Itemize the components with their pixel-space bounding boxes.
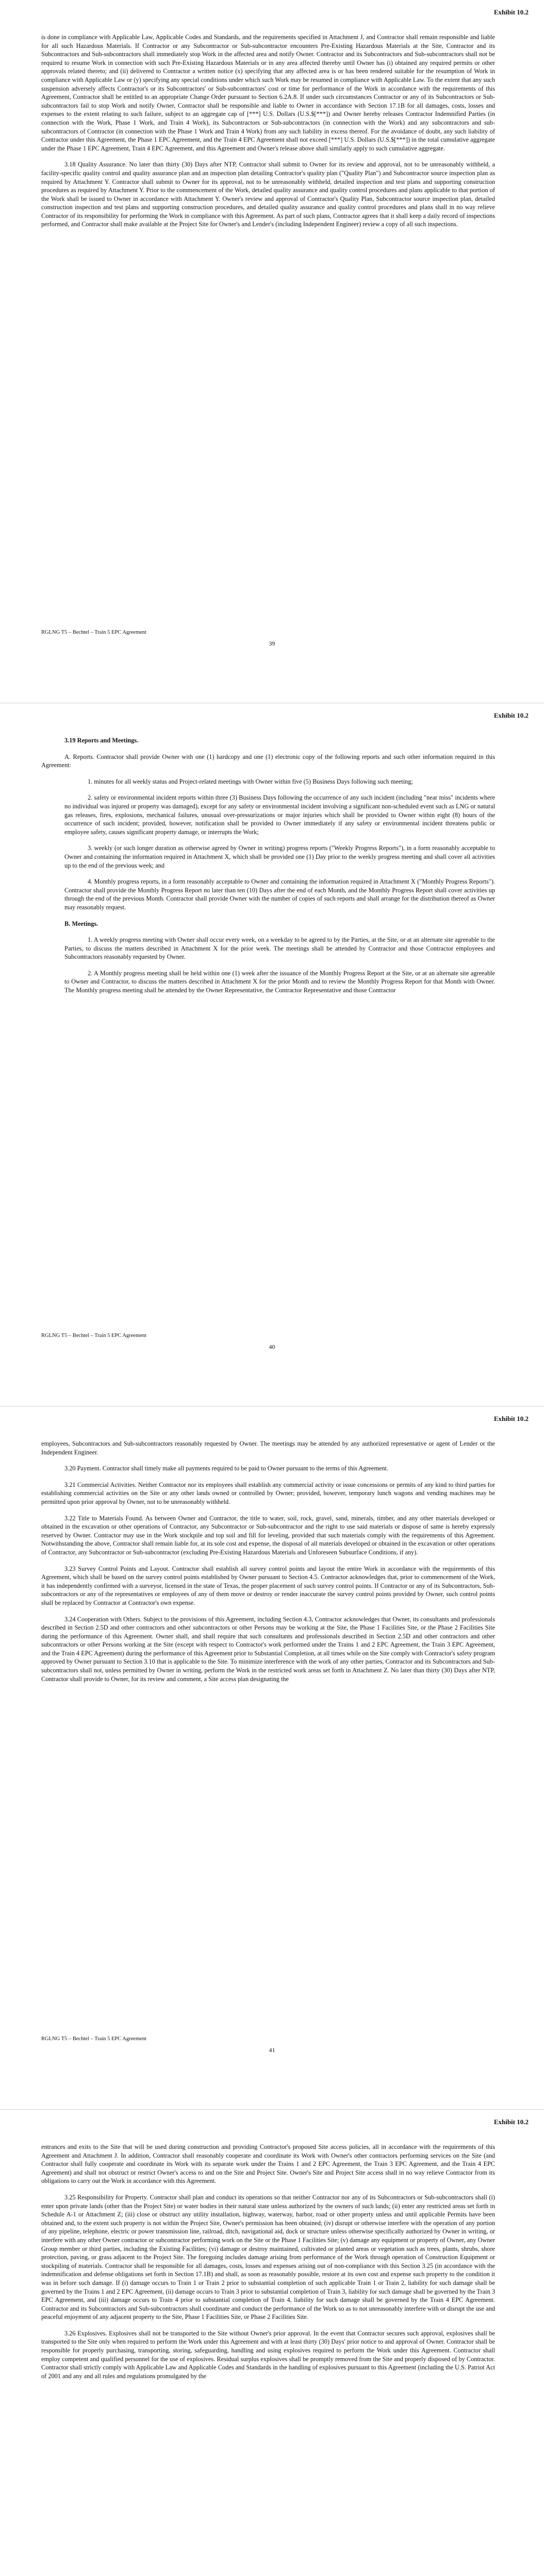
page-number: 41 [269, 2046, 275, 2054]
page-content [41, 33, 495, 236]
footer-text: RGLNG T5 – Bechtel – Train 5 EPC Agreement [41, 630, 146, 635]
list-item: 1. A weekly progress meeting with Owner shall occur every week, on a weekday to be agreed to by the Parties, at the Site, or at an alternate site agreeable to the Parties, to discuss the matters described in Attachment X for the prior week. The meetings shall be attended by Contractor and those Contractor employees and Subcontractors reasonably requested by Owner. [64, 936, 495, 961]
page-number: 39 [269, 640, 275, 647]
page-number: 40 [269, 1343, 275, 1350]
list-item: 2. A Monthly progress meeting shall be held within one (1) week after the issuance of the Monthly Progress Report at the Site, or at an alternate site agreeable to Owner and Contractor, to discuss the matters described in Attachment X for the prior Month and to review the Monthly Progress Report for that Month with Owner. The Monthly progress meeting shall be attended by the Owner Representative, the Contractor Representative and those Contractor [64, 969, 495, 994]
paragraph: employees, Subcontractors and Sub-subcontractors reasonably requested by Owner. The meetings may be attended by any authorized representative or agent of Lender or the Independent Engineer. [41, 1440, 495, 1456]
list-item: 1. minutes for all weekly status and Project-related meetings with Owner within five (5) Business Days following such meeting; [88, 777, 413, 785]
paragraph: 3.20 Payment. Contractor shall timely make all payments required to be paid to Owner pursuant to the terms of this Agreement. [64, 1465, 389, 1472]
page-40 [0, 703, 544, 1406]
footer-text: RGLNG T5 – Bechtel – Train 5 EPC Agreement [41, 2036, 146, 2042]
exhibit-label: Exhibit 10.2 [493, 711, 529, 719]
section-heading: 3.19 Reports and Meetings. [64, 737, 139, 744]
exhibit-label: Exhibit 10.2 [493, 8, 529, 16]
exhibit-label: Exhibit 10.2 [493, 1415, 529, 1422]
paragraph: 3.22 Title to Materials Found. As between Owner and Contractor, the title to water, soil, rock, gravel, sand, minerals, timber, and any other materials developed or obtained in the excavation or other operations of Contractor, any Subcontractor or Sub-subcontractor and the right to use said materials or dispose of same is hereby expressly reserved by Owner. Contractor may use in the Work stockpile and top soil and fill for leveling, provided that such materials comply with the requirements of this Agreement. Notwithstanding the above, Contractor shall remain liable for, at its sole cost and expense, the disposal of all materials developed or obtained in the excavation or other operations of Contractor, any Subcontractor or Sub-subcontractor (excluding Pre-Existing Hazardous Materials and Unforeseen Subsurface Conditions, if any). [41, 1514, 495, 1556]
page-42 [0, 2110, 544, 2576]
page-41 [0, 1406, 544, 2110]
page-content [41, 2143, 495, 2388]
subsection-heading: B. Meetings. [64, 920, 98, 927]
footer-text: RGLNG T5 – Bechtel – Train 5 EPC Agreement [41, 1333, 146, 1338]
paragraph: A. Reports. Contractor shall provide Owner with one (1) hardcopy and one (1) electronic copy of the following reports and such other information required in this Agreement: [41, 753, 495, 769]
list-item: 2. safety or environmental incident reports within three (3) Business Days following the occurrence of any such incident (including "near miss" incidents where no individual was injured or property was damaged), except for any safety or environmental incident involving a significant non-scheduled event such as LNG or natural gas releases, fires, explosions, mechanical failures, unusual over-pressurizations or major injuries which shall be provided to Owner within eight (8) hours of the occurrence of such incident; provided, however, notification shall be provided to Owner immediately if any safety or environmental incident threatens public or employee safety, causes significant property damage, or interrupts the Work; [64, 794, 495, 836]
paragraph: is done in compliance with Applicable Law, Applicable Codes and Standards, and the requirements specified in Attachment J, and Contractor shall remain responsible and liable for all such Hazardous Materials. If Contractor or any Subcontractor or Sub-subcontractor encounters Pre-Existing Hazardous Materials at the Site, Contractor and its Subcontractors and Sub-subcontractors shall immediately stop Work in the affected area and notify Owner. Contractor and its Subcontractors and Sub-subcontractors shall not be required to resume Work in connection with such Pre-Existing Hazardous Materials or in any area affected thereby until Owner has (i) obtained any required permits or other approvals related thereto; and (ii) delivered to Contractor a written notice (x) specifying that any affected area is or has been rendered suitable for the resumption of Work in compliance with Applicable Law or (y) specifying any special conditions under which such Work may be resumed in compliance with Applicable Law. To the extent that any such suspension adversely affects Contractor's or its Subcontractors' or Sub-subcontractors' cost or time for performance of the Work in accordance with the requirements of this Agreement, Contractor shall be entitled to an appropriate Change Order pursuant to Section 6.2A.8. If under such circumstances Contractor or any of its Subcontractors or Sub-subcontractors fail to stop Work and notify Owner, Contractor shall be responsible and liable to Owner in accordance with Section 17.1B for all damages, costs, losses and expenses to the extent relating to such failure, subject to an aggregate cap of [***] U.S. Dollars (U.S.$[***]) and Owner hereby releases Contractor Indemnified Parties (in connection with the Work, Phase 1 Work, and Train 4 Work), its Subcontractors or Sub-subcontractors (in connection with the Work) and any subcontractors and sub-subcontractors of Contractor (in connection with the Phase 1 Work and Train 4 Work) from any such liability in excess thereof. For the avoidance of doubt, any such liability of Contractor under this Agreement, the Phase 1 EPC Agreement, and the Train 4 EPC Agreement shall not exceed [***] U.S. Dollars (U.S.$[***]) in the total cumulative aggregate under the Phase 1 EPC Agreement, Train 4 EPC Agreement, and this Agreement and Owner's release above shall similarly apply to such cumulative aggregate. [41, 33, 495, 152]
paragraph: entrances and exits to the Site that will be used during construction and providing Contractor's proposed Site access policies, all in accordance with the requirements of this Agreement and Attachment J. In addition, Contractor shall reasonably cooperate and coordinate its Work with Owner's other contractors performing services on the Site (and Contractor shall fully cooperate and coordinate its Work with its separate work under the Trains 1 and 2 EPC Agreement, the Train 3 EPC Agreement, and the Train 4 EPC Agreement) and shall not obstruct or restrict Owner's access to and on the Site and Project Site. Owner's Site and Project Site access shall in no way relieve Contractor from its obligations to carry out the Work in accordance with this Agreement. [41, 2143, 495, 2185]
paragraph: 3.26 Explosives. Explosives shall not be transported to the Site without Owner's prior approval. In the event that Contractor secures such approval, explosives shall be transported to the Site only when required to perform the Work under this Agreement and with at least thirty (30) Days' prior notice to and approval of Owner. Contractor shall be responsible for properly purchasing, transporting, storing, safeguarding, handling and using explosives required to perform the Work under this Agreement. Contractor shall employ competent and qualified personnel for the use of explosives. Residual surplus explosives shall be promptly removed from the Site and properly disposed of by Contractor. Contractor shall strictly comply with Applicable Law and Applicable Codes and Standards in the handling of explosives pursuant to this Agreement (including the U.S. Patriot Act of 2001 and any and all rules and regulations promulgated by the [41, 2329, 495, 2380]
paragraph: 3.24 Cooperation with Others. Subject to the provisions of this Agreement, including Section 4.3, Contractor acknowledges that Owner, its consultants and professionals described in Section 2.5D and other contractors and other subcontractors or other Persons may be working at the Site, the Phase 1 Facilities Site, or the Phase 2 Facilities Site during the performance of this Agreement. Owner shall, and shall require that such consultants and professionals described in Section 2.5D and other contractors and other subcontractors or other Persons working at the Site (except with respect to Contractor's work performed under the Trains 1 and 2 EPC Agreement, the Train 3 EPC Agreement, and the Train 4 EPC Agreement) during the performance of this Agreement prior to Substantial Completion, at all times while on the Site comply with Contractor's safety program approved by Owner pursuant to Section 3.10 that is applicable to the Site. To minimize interference with the work of any other parties, Contractor and its Subcontractors and Sub-subcontractors shall not, unless permitted by Owner in writing, perform the Work in the restricted work areas set forth in Attachment Z. No later than thirty (30) Days after NTP, Contractor shall provide to Owner, for its review and comment, a Site access plan designating the [41, 1615, 495, 1683]
paragraph: 3.23 Survey Control Points and Layout. Contractor shall establish all survey control points and layout the entire Work in accordance with the requirements of this Agreement, which shall be based on the survey control points established by Owner pursuant to Section 4.5. Contractor acknowledges that, prior to commencement of the Work, it has independently confirmed with a surveyor, licensed in the state of Texas, the proper placement of such survey control points. If Contractor or any of its Subcontractors, Sub-subcontractors or any of the representatives or employees of any of them move or destroy or render inaccurate the survey control points provided by Owner, such control points shall be replaced by Contractor at Contractor's own expense. [41, 1565, 495, 1606]
exhibit-label: Exhibit 10.2 [493, 2118, 529, 2126]
page-content [41, 736, 495, 1003]
list-item: 4. Monthly progress reports, in a form reasonably acceptable to Owner and containing the information required in Attachment X ("Monthly Progress Reports"). Contractor shall provide the Monthly Progress Report no later than ten (10) Days after the end of each Month, and the Monthly Progress Report shall cover activities up through the end of the previous Month. Contractor shall provide Owner with the number of copies of such reports and shall arrange for the distribution thereof as Owner may reasonably request. [64, 878, 495, 911]
paragraph: 3.25 Responsibility for Property. Contractor shall plan and conduct its operations so that neither Contractor nor any of its Subcontractors or Sub-subcontractors shall (i) enter upon private lands (other than the Project Site) or water bodies in their natural state unless authorized by the owners of such lands; (ii) enter any restricted areas set forth in Schedule A-1 or Attachment Z; (iii) close or obstruct any utility installation, highway, waterway, harbor, road or other property unless and until applicable Permits have been obtained and, to the extent such property is not within the Project Site, Owner's permission has been obtained; (iv) disrupt or otherwise interfere with the operation of any portion of any pipeline, telephone, electric or power transmission line, railroad, ditch, navigational aid, dock or structure unless otherwise specifically authorized by Owner in writing, or interfere with any other Owner contractor or subcontractor performing work on the Site or the Phase 1 Facilities Site; (v) damage any equipment or property of Owner, any Owner Group member or third parties, including the Existing Facilities; (vi) damage or destroy maintained, cultivated or planted areas or vegetation such as trees, plants, shrubs, shore protection, paving, or grass adjacent to the Project Site. The foregoing includes damage arising from performance of the Work through operation of Construction Equipment or stockpiling of materials. Contractor shall be responsible for all damages, costs, losses and expenses arising out of non-compliance with this Section 3.25 (in accordance with the indemnification and defense obligations set forth in Section 17.1B) and shall, as soon as reasonably possible, restore at its own cost and expense such property to the condition it was in before such damage. If (i) damage occurs to Train 1 or Train 2 prior to substantial completion of such applicable Train 1 or Train 2, liability for such damage shall be governed by the Trains 1 and 2 EPC Agreement, (ii) damage occurs to Train 3 prior to substantial completion of Train 3, liability for such damage shall be governed by the Train 3 EPC Agreement, and (iii) damage occurs to Train 4 prior to substantial completion of Train 4, liability for such damage shall be governed by the Train 4 EPC Agreement. Contractor and its Subcontractors and Sub-subcontractors shall coordinate and conduct the performance of the Work so as to not unreasonably interfere with or disrupt the use and peaceful enjoyment of any adjacent property to the Site, Phase 1 Facilities Site, or Phase 2 Facilities Site. [41, 2193, 495, 2321]
list-item: 3. weekly (or such longer duration as otherwise agreed by Owner in writing) progress reports ("Weekly Progress Reports"), in a form reasonably acceptable to Owner and containing the information required in Attachment X, which shall be provided one (1) Day prior to the weekly progress meeting and shall cover all activities up to the end of the previous week; and [64, 844, 495, 869]
page-content [41, 1439, 495, 1691]
paragraph: 3.21 Commercial Activities. Neither Contractor nor its employees shall establish any commercial activity or issue concessions or permits of any kind to third parties for establishing commercial activities on the Site or any other lands owned or controlled by Owner; provided, however, temporary lunch wagons and vending machines may be permitted upon prior approval by Owner, not to be unreasonably withheld. [41, 1481, 495, 1505]
paragraph: 3.18 Quality Assurance. No later than thirty (30) Days after NTP, Contractor shall submit to Owner for its review and approval, not to be unreasonably withheld, a facility-specific quality control and quality assurance plan and an inspection plan detailing Contractor's quality plan ("Quality Plan") and Subcontractor source inspection plan as required by Attachment Y. Contractor shall submit to Owner for its approval, not to be unreasonably withheld, detailed inspection and test plans and supporting construction procedures as required by Attachment Y. Prior to the commencement of the Work, detailed quality assurance and quality control procedures and plans applicable to that portion of the Work shall be issued to Owner in accordance with Attachment Y. Owner's review and approval of Contractor's Quality Plan, Subcontractor source inspection plan, detailed construction inspection and test plans and supporting construction procedures, and detailed quality assurance and quality control procedures and plans shall in no way relieve Contractor of its responsibility for performing the Work in compliance with this Agreement. As part of such plans, Contractor agrees that it shall keep a daily record of inspections performed, and Contractor shall make available at the Project Site for Owner's and Lender's (including Independent Engineer) review a copy of all such inspections. [41, 161, 495, 228]
page-39 [0, 0, 544, 703]
